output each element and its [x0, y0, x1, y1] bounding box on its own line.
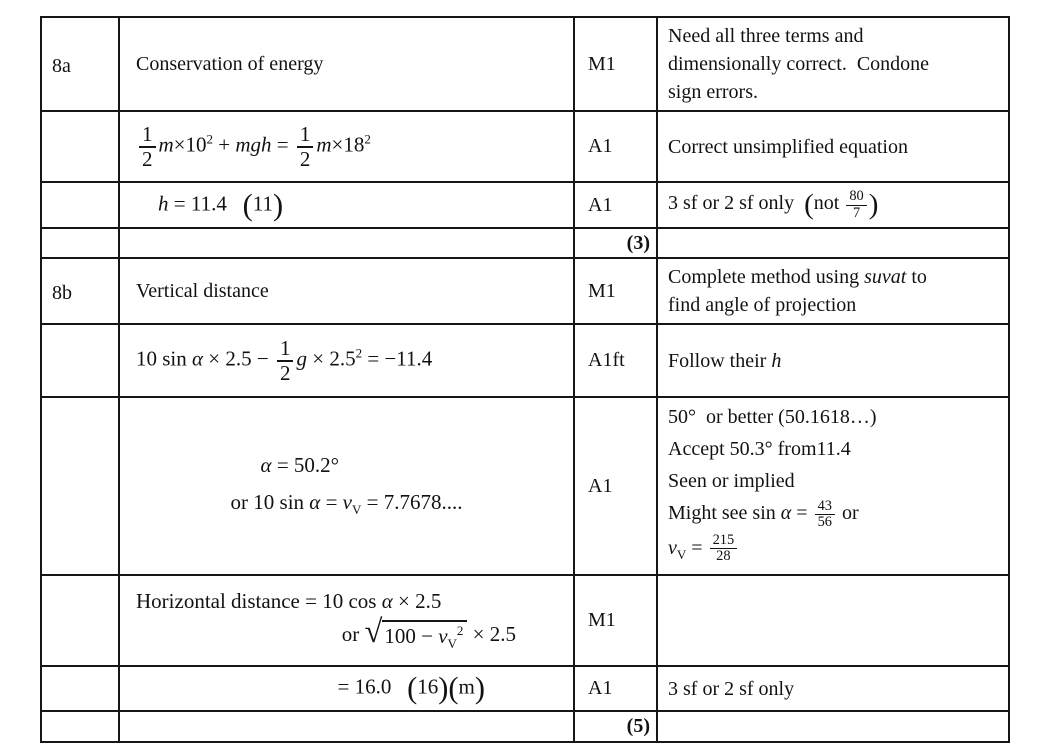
- table-row-8b-a1-angle: [41, 397, 1009, 575]
- table-row-8b-total: [41, 711, 1009, 742]
- question-cell: [41, 666, 119, 711]
- table-row-8b-a1ft: [41, 324, 1009, 397]
- note-line: Might see sin α = $\frac{43}{56}$ or: [668, 498, 859, 531]
- note-line: find angle of projection: [668, 294, 857, 316]
- table-row-8a-m1: [41, 17, 1009, 111]
- note-cell: [657, 575, 1009, 666]
- mark-cell: [574, 17, 657, 111]
- working-cell: [119, 666, 574, 711]
- mark-cell: [574, 397, 657, 575]
- note-line: dimensionally correct. Condone: [668, 53, 930, 75]
- mark-cell: [574, 575, 657, 666]
- question-cell: [41, 17, 119, 111]
- note-cell: [657, 182, 1009, 228]
- mark-cell: [574, 258, 657, 324]
- note-cell: [657, 666, 1009, 711]
- mark-cell: [574, 111, 657, 182]
- note-cell: [657, 228, 1009, 258]
- question-cell: [41, 324, 119, 397]
- mark-cell: [574, 324, 657, 397]
- working-cell: [119, 711, 574, 742]
- table-row-8b-a1-answer: [41, 666, 1009, 711]
- mark-total-cell: [574, 228, 657, 258]
- question-cell: [41, 182, 119, 228]
- working-lines: [124, 589, 569, 652]
- working-cell: [119, 324, 574, 397]
- mark-label: A1: [588, 677, 613, 699]
- equation-suvat: 10 sin α × 2.5 − $\frac{1}{2}$ $g \times 2.5^2 = -11.4$: [136, 335, 433, 385]
- note-line: 3 sf or 2 sf only: [668, 677, 795, 700]
- note-line: $v_V$ = $\frac{215}{28}$: [668, 533, 1002, 570]
- mark-label: M1: [588, 279, 616, 302]
- note-line: Need all three terms and: [668, 25, 864, 47]
- question-cell: [41, 111, 119, 182]
- note-line: Seen or implied: [668, 470, 795, 493]
- mark-label: A1: [588, 135, 613, 157]
- note-line: Accept 50.3° from11.4: [668, 438, 851, 461]
- mark-total-cell: [574, 711, 657, 742]
- mark-label: A1ft: [588, 349, 625, 371]
- note-line: sign errors.: [668, 81, 758, 103]
- working-cell: [119, 575, 574, 666]
- working-cell: [119, 258, 574, 324]
- note-cell: [657, 711, 1009, 742]
- note-line: 50° or better (50.1618…): [668, 406, 877, 429]
- question-cell: [41, 711, 119, 742]
- mark-label: M1: [588, 609, 616, 631]
- table-row-8a-a1-equation: [41, 111, 1009, 182]
- table-row-8b-m1-horizontal: [41, 575, 1009, 666]
- equation-sqrt: or √ $100 - v_V^2$ × 2.5: [341, 613, 516, 652]
- equation-energy: $\frac{1}{2}$ $m\times 10^2$ + mgh = $\frac{1}{2}$ $m\times 18^2$: [124, 123, 569, 170]
- working-cell: [119, 397, 574, 575]
- note-cell: [657, 17, 1009, 111]
- note-line: Complete method using suvat to: [668, 266, 927, 288]
- working-cell: [119, 111, 574, 182]
- mark-cell: [574, 182, 657, 228]
- table-row-8a-total: [41, 228, 1009, 258]
- working-text: Conservation of energy: [136, 52, 324, 75]
- working-lines: [231, 453, 463, 518]
- table-row-8b-m1: [41, 258, 1009, 324]
- note-line: 3 sf or 2 sf only (not $\frac{80}{7}$ ): [668, 188, 879, 221]
- note-lines: [668, 402, 1002, 569]
- note-cell: [657, 258, 1009, 324]
- mark-label: A1: [588, 474, 613, 497]
- question-cell: [41, 258, 119, 324]
- note-line: Correct unsimplified equation: [668, 135, 908, 158]
- note-cell: [657, 111, 1009, 182]
- marks-total: (5): [626, 715, 650, 737]
- note-cell: [657, 397, 1009, 575]
- working-cell: [119, 228, 574, 258]
- question-label: 8b: [52, 282, 72, 304]
- equation-h-value: h = 11.4 (11): [158, 187, 284, 222]
- question-cell: [41, 575, 119, 666]
- note-line: Follow their h: [668, 349, 782, 372]
- question-cell: [41, 397, 119, 575]
- note-cell: [657, 324, 1009, 397]
- table-row-8a-a1-answer: [41, 182, 1009, 228]
- mark-cell: [574, 666, 657, 711]
- equation-final-answer: = 16.0 (16)(m): [337, 671, 485, 705]
- mark-label: A1: [588, 193, 613, 216]
- working-cell: [119, 17, 574, 111]
- equation-alpha: α = 50.2°: [260, 453, 340, 478]
- equation-vv: or 10 $\sin \alpha = v_V = 7.7678$....: [230, 490, 463, 518]
- working-text: Vertical distance: [136, 279, 269, 302]
- question-label: 8a: [52, 55, 71, 77]
- mark-scheme-table: [40, 16, 1010, 743]
- question-cell: [41, 228, 119, 258]
- equation-horizontal: Horizontal distance = 10 cos α × 2.5: [136, 588, 442, 613]
- working-cell: [119, 182, 574, 228]
- marks-total: (3): [626, 231, 650, 254]
- mark-label: M1: [588, 52, 616, 75]
